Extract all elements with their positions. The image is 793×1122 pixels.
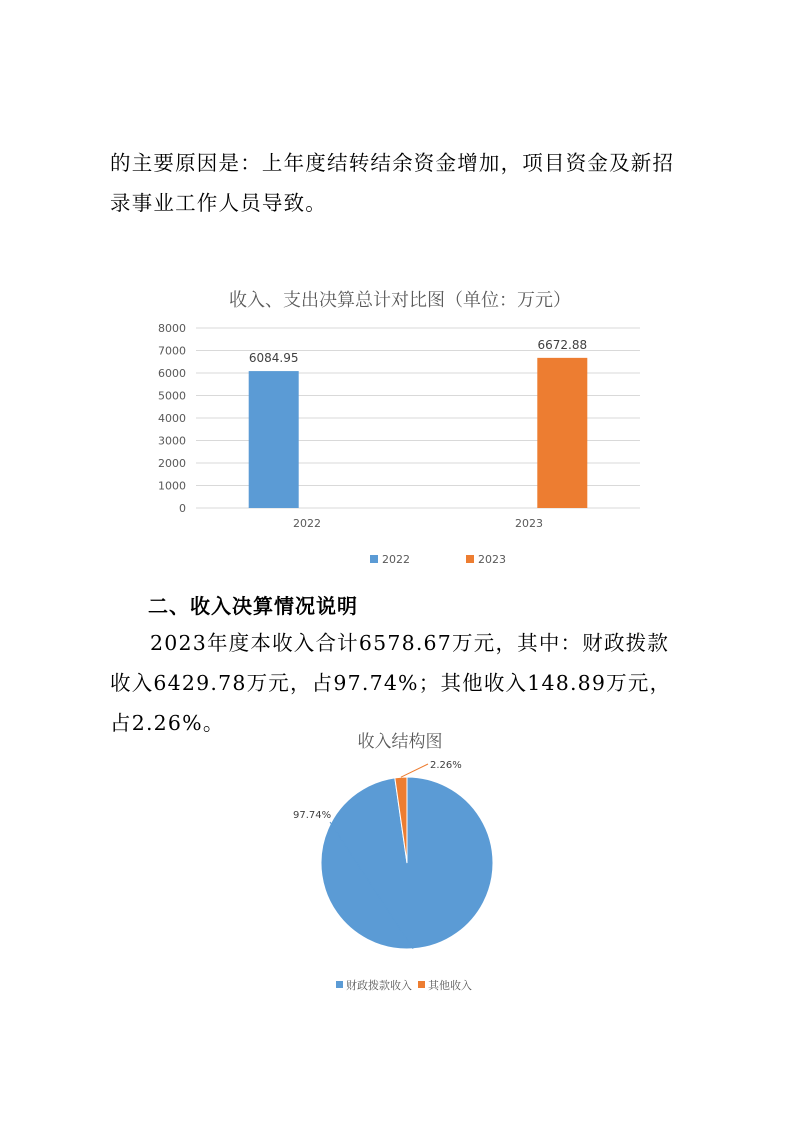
bar-value-label: 6672.88: [537, 337, 588, 352]
pie-leader-line: [401, 764, 428, 777]
y-tick-label: 1000: [158, 479, 186, 493]
pie-value-label: 2.26%: [430, 760, 462, 771]
x-tick-label: 2023: [515, 517, 543, 530]
legend-label: 2023: [478, 553, 506, 566]
intro-paragraph: 的主要原因是：上年度结转结余资金增加，项目资金及新招录事业工作人员导致。: [110, 151, 675, 215]
legend-label: 其他收入: [428, 979, 472, 992]
y-tick-label: 8000: [158, 322, 186, 335]
legend-swatch: [336, 981, 343, 988]
section-heading: 二、收入决算情况说明: [148, 594, 358, 618]
x-tick-label: 2022: [293, 517, 321, 530]
pie-chart-title: 收入结构图: [357, 732, 443, 752]
legend-label: 2022: [382, 553, 410, 566]
y-tick-label: 4000: [158, 412, 186, 425]
y-tick-label: 5000: [158, 389, 186, 403]
y-tick-label: 3000: [158, 434, 186, 448]
income-paragraph: 2023年度本收入合计6578.67万元，其中：财政拨款收入6429.78万元，占97.74%；其他收入148.89万元，占2.26%。: [110, 631, 672, 735]
bar-value-label: 6084.95: [248, 351, 299, 366]
legend-label: 财政拨款收入: [346, 979, 412, 992]
y-tick-label: 7000: [158, 344, 186, 358]
y-tick-label: 6000: [158, 367, 186, 380]
legend-swatch: [418, 981, 425, 988]
bar-chart-title: 收入、支出决算总计对比图（单位：万元）: [229, 290, 571, 311]
pie-value-label: 97.74%: [293, 810, 332, 821]
y-tick-label: 2000: [158, 457, 186, 470]
y-tick-label: 0: [179, 502, 186, 515]
